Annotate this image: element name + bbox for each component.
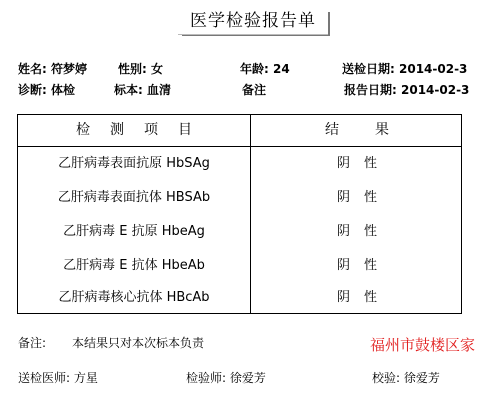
- checker-name: 徐爱芳: [403, 371, 440, 385]
- patient-sex-group: [118, 60, 163, 77]
- report-date-label: 报告日期:: [344, 83, 397, 97]
- report-title: 医学检验报告单: [178, 8, 328, 35]
- specimen: 血清: [147, 83, 172, 97]
- specimen-group: [114, 81, 171, 98]
- table-row: [18, 249, 461, 283]
- patient-name-group: [18, 60, 87, 77]
- patient-name: 符梦婷: [51, 62, 88, 76]
- footer-remark-text: 本结果只对本次标本负责: [72, 336, 205, 350]
- checker-group: [372, 369, 440, 386]
- specimen-label: 标本:: [114, 83, 143, 97]
- doctor-label: 送检医师:: [18, 371, 71, 385]
- test-item: 乙肝病毒表面抗原 HbSAg: [58, 156, 210, 171]
- report-date: 2014-02-3: [401, 83, 470, 97]
- doctor-name: 方星: [73, 371, 98, 385]
- test-result: 阴性: [336, 224, 391, 239]
- diagnosis-group: [18, 81, 75, 98]
- patient-age: 24: [273, 62, 290, 76]
- tester-group: [186, 369, 266, 386]
- age-label: 年龄:: [240, 62, 269, 76]
- test-item: 乙肝病毒核心抗体 HBcAb: [58, 290, 210, 305]
- send-date: 2014-02-3: [399, 62, 468, 76]
- test-item: 乙肝病毒 E 抗体 HbeAb: [63, 258, 205, 273]
- doctor-group: [18, 369, 98, 386]
- table-row: [18, 181, 461, 215]
- results-table: [17, 114, 462, 314]
- tester-label: 检验师:: [186, 371, 227, 385]
- sex-label: 性别:: [118, 62, 147, 76]
- test-item: 乙肝病毒 E 抗原 HbeAg: [63, 224, 205, 239]
- checker-label: 校验:: [372, 371, 401, 385]
- patient-age-group: [240, 60, 290, 77]
- send-date-group: [342, 60, 467, 77]
- header-test-item: 检测项目: [76, 122, 212, 138]
- test-result: 阴性: [336, 190, 391, 205]
- footer-remark-label: 备注:: [18, 336, 47, 350]
- test-item: 乙肝病毒表面抗体 HBSAb: [57, 190, 211, 205]
- remark-header: [242, 81, 266, 98]
- tester-name: 徐爱芳: [229, 371, 266, 385]
- diagnosis: 体检: [51, 83, 76, 97]
- patient-sex: 女: [151, 62, 164, 76]
- header-result: 结果: [325, 122, 425, 138]
- test-result: 阴性: [336, 290, 391, 305]
- test-result: 阴性: [336, 258, 391, 273]
- report-date-group: [344, 81, 469, 98]
- report-title-box: [170, 8, 330, 36]
- test-result: 阴性: [336, 156, 391, 171]
- diagnosis-label: 诊断:: [18, 83, 47, 97]
- table-row: [18, 215, 461, 249]
- remark-header-label: 备注: [242, 83, 267, 97]
- table-row: [18, 147, 461, 181]
- clinic-stamp: 福州市鼓楼区家: [370, 336, 476, 354]
- table-row: [18, 281, 461, 315]
- send-date-label: 送检日期:: [342, 62, 395, 76]
- name-label: 姓名:: [18, 62, 47, 76]
